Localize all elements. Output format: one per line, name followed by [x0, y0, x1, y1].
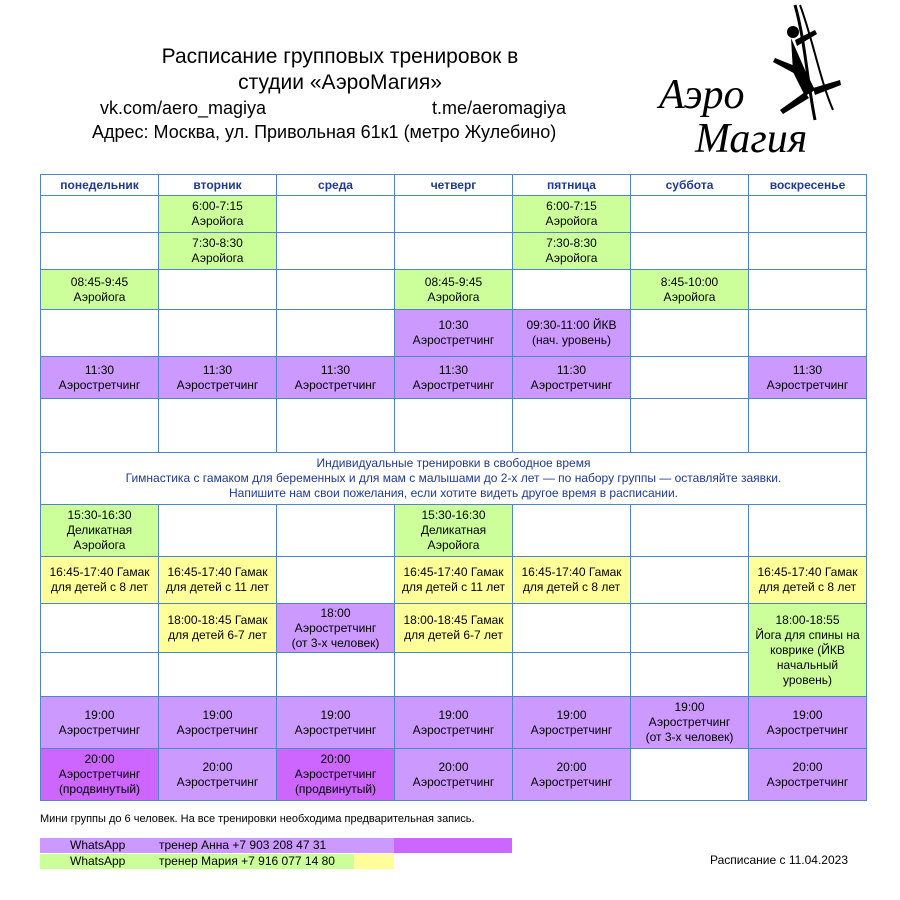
empty-cell [395, 653, 513, 697]
class-cell[interactable]: 09:30-11:00 ЙКВ (нач. уровень) [513, 310, 631, 357]
contact-row-accent [394, 838, 512, 853]
class-cell[interactable]: 19:00 Аэростретчинг [395, 697, 513, 749]
day-header-saturday: суббота [631, 175, 749, 196]
title-line-2: студии «АэроМагия» [238, 71, 442, 94]
whatsapp-label: WhatsApp [70, 854, 126, 868]
empty-cell [395, 399, 513, 453]
class-cell[interactable]: 7:30-8:30 Аэройога [159, 233, 277, 270]
empty-cell [277, 233, 395, 270]
empty-cell [159, 399, 277, 453]
class-cell[interactable]: 11:30 Аэростретчинг [159, 357, 277, 399]
telegram-link[interactable]: t.me/aeromagiya [432, 98, 567, 118]
class-cell[interactable]: 16:45-17:40 Гамак для детей с 8 лет [513, 557, 631, 604]
class-cell[interactable]: 11:30 Аэростретчинг [395, 357, 513, 399]
class-cell[interactable]: 18:00-18:45 Гамак для детей 6-7 лет [395, 604, 513, 653]
class-cell[interactable]: 20:00 Аэростретчинг [749, 749, 867, 801]
class-cell[interactable]: 20:00 Аэростретчинг [513, 749, 631, 801]
day-header-tuesday: вторник [159, 175, 277, 196]
day-header-wednesday: среда [277, 175, 395, 196]
trainer-contact: тренер Анна +7 903 208 47 31 [159, 838, 327, 852]
vk-link[interactable]: vk.com/aero_magiya [100, 98, 267, 118]
schedule-row [41, 604, 867, 653]
empty-cell [749, 196, 867, 233]
contact-row-maria[interactable] [40, 854, 394, 869]
class-cell[interactable]: 11:30 Аэростретчинг [41, 357, 159, 399]
schedule-row [41, 233, 867, 270]
class-cell[interactable]: 18:00-18:55 Йога для спины на коврике (ЙКВ начальный уровень) [749, 604, 867, 697]
schedule-row [41, 196, 867, 233]
empty-cell [41, 233, 159, 270]
class-cell[interactable]: 16:45-17:40 Гамак для детей с 8 лет [749, 557, 867, 604]
class-cell[interactable]: 6:00-7:15 Аэройога [513, 196, 631, 233]
schedule-effective-date: Расписание с 11.04.2023 [710, 853, 848, 867]
class-cell[interactable]: 6:00-7:15 Аэройога [159, 196, 277, 233]
empty-cell [41, 196, 159, 233]
studio-address: Адрес: Москва, ул. Привольная 61к1 (метро Жулебино) [92, 122, 557, 142]
schedule-row [41, 653, 867, 697]
empty-cell [513, 653, 631, 697]
aeromagia-logo [655, 0, 870, 165]
empty-cell [631, 557, 749, 604]
contact-row-accent [354, 854, 394, 869]
class-cell[interactable]: 19:00 Аэростретчинг [513, 697, 631, 749]
mini-groups-note: Мини группы до 6 человек. На все тренировки необходима предварительная запись. [40, 813, 475, 825]
logo-text-aero: Аэро [659, 72, 745, 118]
class-cell[interactable]: 11:30 Аэростретчинг [277, 357, 395, 399]
empty-cell [513, 604, 631, 653]
class-cell[interactable]: 20:00 Аэростретчинг [159, 749, 277, 801]
class-cell[interactable]: 16:45-17:40 Гамак для детей с 11 лет [159, 557, 277, 604]
class-cell[interactable]: 20:00 Аэростретчинг (продвинутый) [41, 749, 159, 801]
empty-cell [159, 505, 277, 557]
empty-cell [277, 196, 395, 233]
class-cell[interactable]: 19:00 Аэростретчинг [41, 697, 159, 749]
empty-cell [631, 357, 749, 399]
note-wishes: Напишите нам свои пожелания, если хотите видеть другое время в расписании. [228, 486, 679, 500]
empty-cell [631, 653, 749, 697]
empty-cell [277, 310, 395, 357]
schedule-row [41, 310, 867, 357]
class-cell[interactable]: 08:45-9:45 Аэройога [41, 270, 159, 310]
class-cell[interactable]: 10:30 Аэростретчинг [395, 310, 513, 357]
schedule-row [41, 399, 867, 453]
empty-cell [159, 310, 277, 357]
schedule-row [41, 357, 867, 399]
title-line-1: Расписание групповых тренировок в [161, 45, 519, 68]
empty-cell [41, 653, 159, 697]
class-cell[interactable]: 20:00 Аэростретчинг (продвинутый) [277, 749, 395, 801]
empty-cell [631, 399, 749, 453]
empty-cell [159, 653, 277, 697]
empty-cell [277, 505, 395, 557]
weekday-header-row [41, 175, 867, 196]
empty-cell [631, 233, 749, 270]
class-cell[interactable]: 18:00 Аэростретчинг (от 3-х человек) [277, 604, 395, 653]
empty-cell [277, 557, 395, 604]
empty-cell [513, 270, 631, 310]
schedule-row [41, 557, 867, 604]
class-cell[interactable]: 18:00-18:45 Гамак для детей 6-7 лет [159, 604, 277, 653]
class-cell[interactable]: 16:45-17:40 Гамак для детей с 11 лет [395, 557, 513, 604]
empty-cell [631, 604, 749, 653]
empty-cell [277, 399, 395, 453]
class-cell[interactable]: 15:30-16:30 Деликатная Аэройога [395, 505, 513, 557]
empty-cell [41, 604, 159, 653]
class-cell[interactable]: 8:45-10:00 Аэройога [631, 270, 749, 310]
note-pregnant: Гимнастика с гамаком для беременных и для мам с малышами до 2-х лет — по набору группы — оставляйте заявки. [125, 471, 782, 485]
class-cell[interactable]: 11:30 Аэростретчинг [513, 357, 631, 399]
empty-cell [631, 310, 749, 357]
schedule-row [41, 697, 867, 749]
trainer-contact: тренер Мария +7 916 077 14 80 [159, 854, 335, 868]
empty-cell [631, 196, 749, 233]
empty-cell [749, 399, 867, 453]
note-individual: Индивидуальные тренировки в свободное время [316, 456, 591, 470]
class-cell[interactable]: 16:45-17:40 Гамак для детей с 8 лет [41, 557, 159, 604]
empty-cell [513, 505, 631, 557]
class-cell[interactable]: 19:00 Аэростретчинг (от 3-х человек) [631, 697, 749, 749]
class-cell[interactable]: 19:00 Аэростретчинг [749, 697, 867, 749]
class-cell[interactable]: 15:30-16:30 Деликатная Аэройога [41, 505, 159, 557]
info-note-row [41, 453, 867, 505]
class-cell[interactable]: 08:45-9:45 Аэройога [395, 270, 513, 310]
empty-cell [631, 505, 749, 557]
empty-cell [41, 310, 159, 357]
whatsapp-label: WhatsApp [70, 838, 126, 852]
schedule-row [41, 505, 867, 557]
empty-cell [749, 270, 867, 310]
day-header-sunday: воскресенье [749, 175, 867, 196]
empty-cell [749, 505, 867, 557]
empty-cell [277, 653, 395, 697]
class-cell[interactable]: 19:00 Аэростретчинг [277, 697, 395, 749]
logo-text-magia: Магия [695, 116, 808, 162]
empty-cell [513, 399, 631, 453]
empty-cell [159, 270, 277, 310]
info-note [41, 453, 867, 505]
empty-cell [749, 233, 867, 270]
page-title [60, 44, 620, 96]
empty-cell [41, 399, 159, 453]
class-cell[interactable]: 11:30 Аэростретчинг [749, 357, 867, 399]
class-cell[interactable]: 20:00 Аэростретчинг [395, 749, 513, 801]
empty-cell [749, 310, 867, 357]
empty-cell [277, 270, 395, 310]
class-cell[interactable]: 19:00 Аэростретчинг [159, 697, 277, 749]
empty-cell [395, 196, 513, 233]
empty-cell [395, 233, 513, 270]
class-cell[interactable]: 7:30-8:30 Аэройога [513, 233, 631, 270]
day-header-monday: понедельник [41, 175, 159, 196]
schedule-row [41, 749, 867, 801]
day-header-friday: пятница [513, 175, 631, 196]
schedule-table [40, 174, 867, 801]
schedule-row [41, 270, 867, 310]
day-header-thursday: четверг [395, 175, 513, 196]
empty-cell [631, 749, 749, 801]
